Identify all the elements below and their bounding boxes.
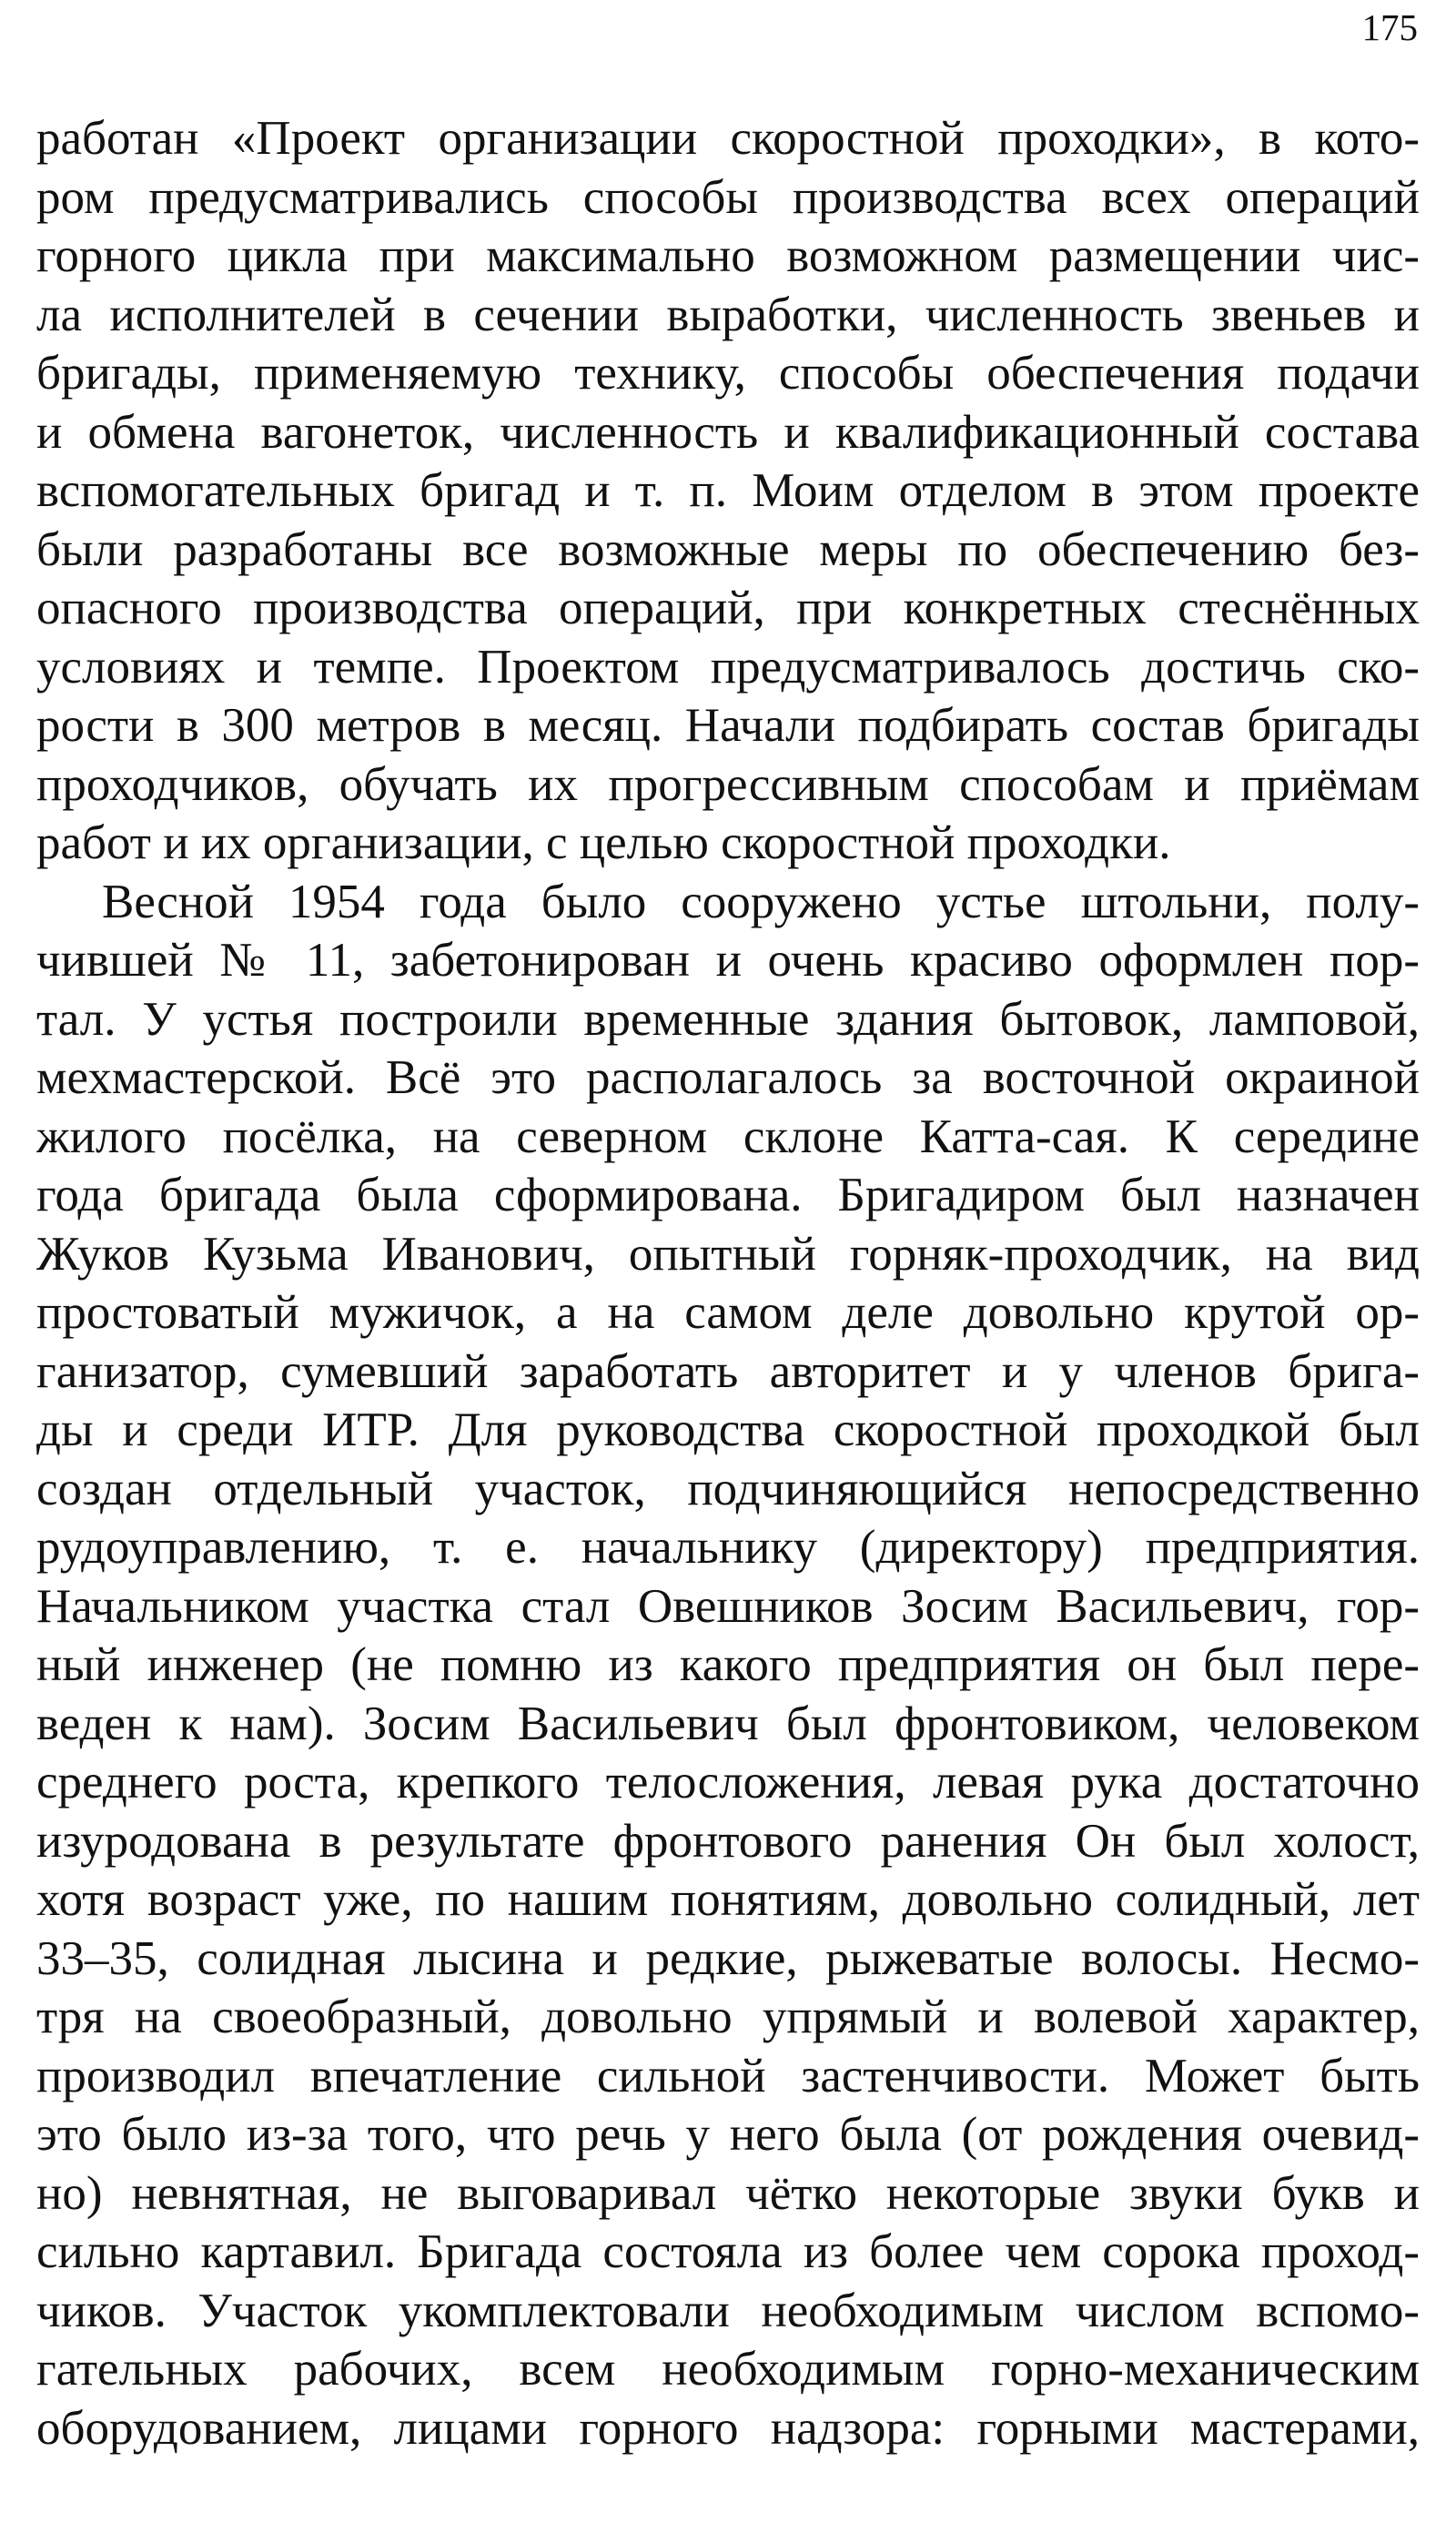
text-line: ром предусматривались способы производства всех операций bbox=[36, 170, 1420, 224]
text-line: сильно картавил. Бригада состояла из более чем сорока проход- bbox=[36, 2225, 1420, 2278]
text-line: чиков. Участок укомплектовали необходимым числом вспомо- bbox=[36, 2284, 1420, 2337]
text-line: рудоуправлению, т. е. начальнику (директору) предприятия. bbox=[36, 1521, 1420, 1574]
page-body bbox=[36, 109, 1420, 2457]
text-line: и обмена вагонеток, численность и квалификационный состава bbox=[36, 405, 1420, 459]
text-line: это было из-за того, что речь у него была (от рождения очевид- bbox=[36, 2108, 1420, 2161]
text-line: среднего роста, крепкого телосложения, левая рука достаточно bbox=[36, 1756, 1420, 1809]
text-line: производил впечатление сильной застенчивости. Может быть bbox=[36, 2049, 1420, 2102]
text-line: создан отдельный участок, подчиняющийся непосредственно bbox=[36, 1462, 1420, 1515]
text-line: Жуков Кузьма Иванович, опытный горняк-проходчик, на вид bbox=[36, 1227, 1420, 1281]
text-line: изуродована в результате фронтового ранения Он был холост, bbox=[36, 1814, 1420, 1868]
text-line: 33–35, солидная лысина и редкие, рыжеватые волосы. Несмо- bbox=[36, 1931, 1420, 1985]
text-line: вспомогательных бригад и т. п. Моим отделом в этом проекте bbox=[36, 464, 1420, 517]
text-line: жилого посёлка, на северном склоне Катта-сая. К середине bbox=[36, 1110, 1420, 1163]
text-line: года бригада была сформирована. Бригадиром был назначен bbox=[36, 1169, 1420, 1221]
text-line: ганизатор, сумевший заработать авторитет и у членов брига- bbox=[36, 1344, 1420, 1398]
text-line: работ и их организации, с целью скоростной проходки. bbox=[36, 816, 1171, 869]
text-line: тря на своеобразный, довольно упрямый и волевой характер, bbox=[36, 1991, 1420, 2043]
text-line: были разработаны все возможные меры по обеспечению без- bbox=[36, 522, 1420, 576]
text-line: чившей № 11, забетонирован и очень красиво оформлен пор- bbox=[36, 934, 1420, 987]
text-line: ный инженер (не помню из какого предприятия он был пере- bbox=[36, 1638, 1420, 1691]
text-line: Весной 1954 года было сооружено устье штольни, полу- bbox=[102, 875, 1420, 928]
text-line: опасного производства операций, при конкретных стеснённых bbox=[36, 582, 1420, 634]
text-line: бригады, применяемую технику, способы обеспечения подачи bbox=[36, 347, 1420, 400]
text-line: мехмастерской. Всё это располагалось за восточной окраиной bbox=[36, 1051, 1420, 1104]
text-line: горного цикла при максимально возможном размещении чис- bbox=[36, 229, 1420, 282]
text-line: оборудованием, лицами горного надзора: горными мастерами, bbox=[36, 2401, 1420, 2455]
text-line: рости в 300 метров в месяц. Начали подбирать состав бригады bbox=[36, 699, 1420, 752]
text-line: Начальником участка стал Овешников Зосим Васильевич, гор- bbox=[36, 1579, 1420, 1633]
text-line: гательных рабочих, всем необходимым горно-механическим bbox=[36, 2343, 1420, 2396]
text-line: простоватый мужичок, а на самом деле довольно крутой ор- bbox=[36, 1286, 1420, 1339]
paragraph-2 bbox=[36, 873, 1420, 2458]
paragraph-1 bbox=[36, 109, 1420, 873]
text-line: проходчиков, обучать их прогрессивным способам и приёмам bbox=[36, 757, 1420, 811]
page-number: 175 bbox=[1361, 6, 1418, 48]
text-line: условиях и темпе. Проектом предусматривалось достичь ско- bbox=[36, 640, 1420, 694]
text-line: но) невнятная, не выговаривал чётко некоторые звуки букв и bbox=[36, 2166, 1420, 2220]
text-line: ла исполнителей в сечении выработки, численность звеньев и bbox=[36, 288, 1420, 341]
text-line: ды и среди ИТР. Для руководства скоростной проходкой был bbox=[36, 1403, 1420, 1456]
text-line: тал. У устья построили временные здания бытовок, ламповой, bbox=[36, 992, 1420, 1046]
text-line: работан «Проект организации скоростной проходки», в кото- bbox=[36, 112, 1420, 165]
text-line: хотя возраст уже, по нашим понятиям, довольно солидный, лет bbox=[36, 1873, 1420, 1926]
text-line: веден к нам). Зосим Васильевич был фронтовиком, человеком bbox=[36, 1697, 1420, 1750]
